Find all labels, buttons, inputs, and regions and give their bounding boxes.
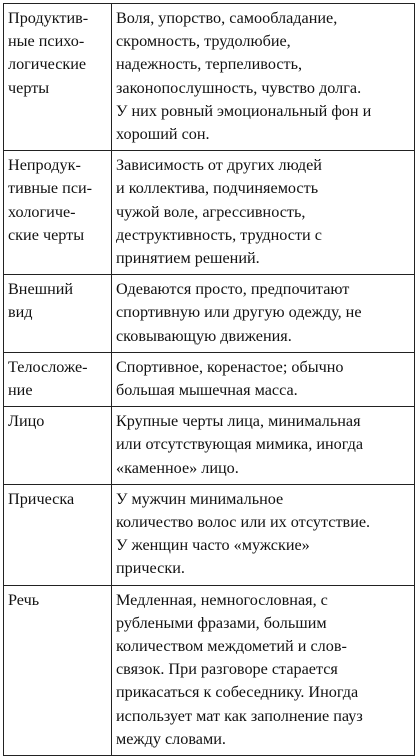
row-description-line: Одеваются просто, предпочитают — [116, 280, 350, 299]
row-description-cell — [112, 4, 415, 151]
row-description-line: или отсутствующая мимика, иногда — [116, 435, 364, 454]
row-label-line: ные психо- — [8, 32, 85, 51]
row-description-line: рублеными фразами, большим — [116, 613, 327, 632]
row-description-line: скромность, трудолюбие, — [116, 32, 291, 51]
table-row — [4, 484, 415, 585]
row-description-cell — [112, 352, 415, 406]
row-description-line: принятием решений. — [116, 249, 260, 268]
row-description-line: У женщин часто «мужские» — [116, 536, 310, 555]
row-label-cell — [4, 151, 112, 275]
row-description-line: хороший сон. — [116, 125, 210, 144]
row-label-line: логические — [8, 55, 87, 74]
row-description-line: сковывающую движения. — [116, 326, 292, 345]
row-label-cell — [4, 352, 112, 406]
row-label-line: Речь — [8, 590, 40, 609]
row-label-line: вид — [8, 303, 33, 322]
row-description-line: деструктивность, трудности с — [116, 225, 322, 244]
table-row — [4, 275, 415, 353]
row-label-line: тивные пси- — [8, 179, 93, 198]
table-row — [4, 407, 415, 485]
row-description-line: использует мат как заполнение пауз — [116, 706, 363, 725]
row-description-line: прически. — [116, 559, 185, 578]
row-description-cell — [112, 585, 415, 755]
row-description-line: между словами. — [116, 729, 226, 748]
row-description-cell — [112, 484, 415, 585]
row-label-line: Внешний — [8, 280, 74, 299]
table-row — [4, 352, 415, 406]
row-description-line: Зависимость от других людей — [116, 156, 322, 175]
row-description-line: надежность, терпеливость, — [116, 55, 303, 74]
row-label-line: Прическа — [8, 489, 75, 508]
row-description-line: Крупные черты лица, минимальная — [116, 412, 361, 431]
row-description-cell — [112, 407, 415, 485]
row-label-cell — [4, 585, 112, 755]
row-description-line: прикасаться к собеседнику. Иногда — [116, 683, 359, 702]
row-label-cell — [4, 484, 112, 585]
row-description-cell — [112, 275, 415, 353]
row-description-line: большая мышечная масса. — [116, 381, 298, 400]
table-row — [4, 4, 415, 151]
table-row — [4, 151, 415, 275]
row-label-cell — [4, 407, 112, 485]
row-label-line: хологиче- — [8, 202, 76, 221]
row-description-line: Воля, упорство, самообладание, — [116, 9, 338, 27]
row-description-line: чужой воле, агрессивность, — [116, 202, 306, 221]
table-row — [4, 585, 415, 755]
row-label-line: ские черты — [8, 225, 85, 244]
row-description-line: количеством междометий и слов- — [116, 637, 347, 656]
row-label-line: Телосложе- — [8, 357, 88, 376]
row-label-cell — [4, 4, 112, 151]
row-description-cell — [112, 151, 415, 275]
row-description-line: связок. При разговоре старается — [116, 660, 338, 679]
row-description-line: законопослушность, чувство долга. — [116, 78, 362, 97]
traits-table-body — [4, 4, 415, 756]
row-label-line: ние — [8, 381, 33, 400]
row-description-line: Медленная, немногословная, с — [116, 590, 328, 609]
row-label-line: Лицо — [8, 412, 45, 431]
traits-table — [3, 3, 415, 756]
row-description-line: и коллектива, подчиняемость — [116, 179, 319, 198]
row-label-line: черты — [8, 78, 50, 97]
row-label-cell — [4, 275, 112, 353]
row-label-line: Непродук- — [8, 156, 81, 175]
row-description-line: спортивную или другую одежду, не — [116, 303, 362, 322]
row-description-line: У мужчин минимальное — [116, 489, 284, 508]
row-label-line: Продуктив- — [8, 9, 89, 27]
row-description-line: Спортивное, коренастое; обычно — [116, 357, 344, 376]
row-description-line: «каменное» лицо. — [116, 458, 239, 477]
row-description-line: У них ровный эмоциональный фон и — [116, 101, 372, 120]
row-description-line: количество волос или их отсутствие. — [116, 513, 371, 532]
